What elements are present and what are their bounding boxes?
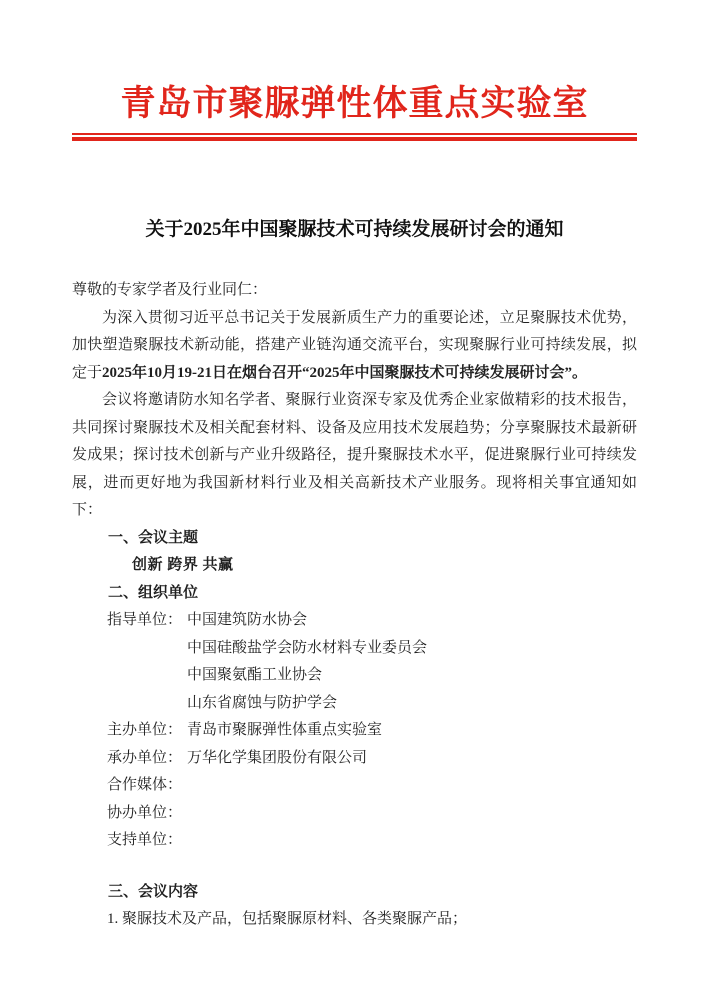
- section-heading-2: 二、组织单位: [108, 584, 199, 601]
- lab-header-title: 青岛市聚脲弹性体重点实验室: [120, 84, 589, 123]
- paragraph-2: 会议将邀请防水知名学者、聚脲行业资深专家及优秀企业家做精彩的技术报告，共同探讨聚脲技术及相关配套材料、设备及应用技术发展趋势；分享聚脲技术最新研发成果；探讨技术创新与产业升级路径，提升聚脲技术水平，促进聚脲行业可持续发展，进而更好地为我国新材料行业及相关高新技术产业服务。现将相关事宜通知如下：: [72, 392, 637, 518]
- org-label-undertaker: 承办单位：: [107, 749, 183, 766]
- conference-theme-line: 创新 跨界 共赢: [132, 557, 234, 573]
- org-label-coorganizer: 协办单位：: [107, 804, 183, 821]
- content-item-1: 1. 聚脲技术及产品，包括聚脲原材料、各类聚脲产品；: [107, 911, 468, 927]
- notice-body: [72, 277, 637, 934]
- notice-title: 关于2025年中国聚脲技术可持续发展研讨会的通知: [145, 219, 564, 240]
- org-line: [187, 772, 637, 800]
- org-line: [187, 827, 637, 855]
- org-line: 青岛市聚脲弹性体重点实验室: [187, 722, 383, 738]
- section-heading-1: 一、会议主题: [108, 529, 199, 546]
- org-label-guidance: 指导单位：: [107, 612, 183, 628]
- red-divider: [72, 133, 637, 141]
- org-row-media: [72, 772, 637, 800]
- org-line: 中国硅酸盐学会防水材料专业委员会: [187, 639, 428, 656]
- org-row-undertaker: [72, 745, 637, 773]
- paragraph-1-text: 为深入贯彻习近平总书记关于发展新质生产力的重要论述，立足聚脲技术优势，加快塑造聚脲技术新动能，搭建产业链沟通交流平台，实现聚脲行业可持续发展，拟定于: [72, 309, 637, 381]
- org-line: 中国建筑防水协会: [187, 612, 308, 628]
- org-row-host: [72, 717, 637, 745]
- org-lines-guidance: [187, 607, 637, 717]
- org-row-coorganizer: [72, 800, 637, 828]
- org-line: 中国聚氨酯工业协会: [187, 667, 323, 683]
- org-label-host: 主办单位：: [107, 722, 183, 738]
- paragraph-1: [72, 305, 637, 388]
- greeting-line: 尊敬的专家学者及行业同仁：: [72, 282, 268, 298]
- section-heading-3: 三、会议内容: [108, 883, 199, 900]
- red-divider-thick-line: [72, 137, 637, 141]
- paragraph-1-date-bold: 2025年10月19-21日在烟台召开“2025年中国聚脲技术可持续发展研讨会”。: [102, 364, 588, 381]
- org-row-supporter: [72, 827, 637, 855]
- org-line: [187, 800, 637, 828]
- org-label-supporter: 支持单位：: [107, 832, 183, 848]
- org-line: 万华化学集团股份有限公司: [187, 749, 368, 766]
- org-row-guidance: [72, 607, 637, 717]
- org-label-media: 合作媒体：: [107, 777, 183, 793]
- org-line: 山东省腐蚀与防护学会: [187, 694, 338, 711]
